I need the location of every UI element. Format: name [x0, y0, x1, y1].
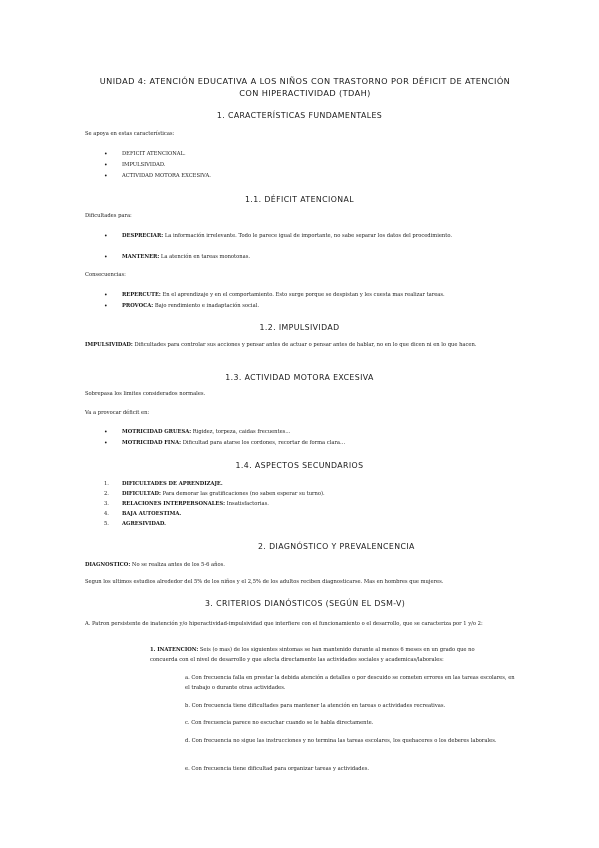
paragraph: Consecuencias: [85, 272, 126, 278]
paragraph: Segun los ultimos estudios alrededor del 5% de los niños y el 2,5% de los adultos reciben diagnosticarse. Mas en hombres que mujeres. [85, 579, 444, 585]
document-title: UNIDAD 4: ATENCIÓN EDUCATIVA A LOS NIÑOS CON TRASTORNO POR DÉFICIT DE ATENCIÓN CON HIPERACTIVIDAD (TDAH) [99, 76, 511, 98]
numbered-item: 5. AGRESIVIDAD. [104, 521, 166, 527]
paragraph: Sobrepasa los limites considerados normales. [85, 391, 206, 397]
numbered-item: 2. DIFICULTAD: Para demorar las gratificaciones (no saben esperar su turno). [104, 491, 325, 497]
list-item: • ACTIVIDAD MOTORA EXCESIVA. [122, 172, 517, 182]
numbered-item: 4. BAJA AUTOESTIMA. [104, 511, 182, 517]
list-item: • MOTRICIDAD GRUESA: Rigidez, torpeza, caidas frecuentes… [122, 428, 517, 438]
paragraph: Va a provocar déficit en: [85, 410, 150, 416]
list-item: b. Con frecuencia tiene dificultades para mantener la atención en tareas o actividades recreativas. [185, 703, 446, 709]
paragraph: A. Patron persistente de inatención y/o hiperactividad-impulsividad que interfiere con el funcionamiento o el desarrollo, que se caracteriza por 1 y/o 2: [85, 621, 483, 627]
intro-paragraph: Se apoya en estas características: [85, 131, 175, 137]
heading-aspectos-secundarios: 1.4. ASPECTOS SECUNDARIOS [235, 461, 364, 470]
list-item: • MANTENER: La atención en tareas monotonas. [122, 253, 517, 263]
list-item: • IMPULSIVIDAD. [122, 161, 517, 171]
paragraph: IMPULSIVIDAD: Dificultades para controlar sus acciones y pensar antes de actuar o pensar antes de hablar, no en lo que dicen ni en lo que hacen. [85, 342, 477, 348]
heading-criterios: 3. CRITERIOS DIANÓSTICOS (SEGÚN EL DSM-V) [205, 599, 406, 608]
list-item: • REPERCUTE: En el aprendizaje y en el comportamiento. Esto surge porque se despistan y les cuesta mas realizar tareas. [122, 291, 517, 301]
heading-caracteristicas: 1. CARACTERÍSTICAS FUNDAMENTALES [216, 111, 383, 120]
list-item: c. Con frecuencia parece no escuchar cuando se le habla directamente. [185, 720, 374, 726]
paragraph: DIAGNOSTICO: No se realiza antes de los 5-6 años. [85, 562, 225, 568]
list-item: a. Con frecuencia falla en prestar la debida atención a detalles o por descuido se cometen errores en las tareas escolares, en el trabajo o durante otras actividades. [185, 675, 515, 691]
list-item: e. Con frecuencia tiene dificultad para organizar tareas y actividades. [185, 766, 370, 772]
list-item: • PROVOCA: Bajo rendimiento e inadaptación social. [122, 302, 517, 312]
heading-deficit-atencional: 1.1. DÉFICIT ATENCIONAL [245, 195, 354, 204]
list-item: d. Con frecuencia no sigue las instrucciones y no termina las tareas escolares, los quehaceres o los deberes laborales. [185, 738, 497, 744]
numbered-item: 1. DIFICULTADES DE APRENDIZAJE. [104, 481, 223, 487]
heading-impulsividad: 1.2. IMPULSIVIDAD [259, 323, 340, 332]
paragraph: 1. INATENCION: Seis (o mas) de los siguientes sintomas se han mantenido durante al menos 6 meses en un grado que no concuerda con el nivel de desarrollo y que afecta directamente las actividades sociales y academicas/laborales: [150, 647, 475, 663]
numbered-item: 3. RELACIONES INTERPERSONALES: Insatisfactorias. [104, 501, 269, 507]
list-item: • DEFICIT ATENCIONAL. [122, 150, 517, 160]
heading-actividad-motora: 1.3. ACTIVIDAD MOTORA EXCESIVA [225, 373, 374, 382]
heading-diagnostico: 2. DIAGNÓSTICO Y PREVALENCENCIA [258, 542, 415, 551]
list-item: • DESPRECIAR: La información irrelevante. Todo le parece igual de importante, no sabe separar los datos del procedimiento. [122, 232, 517, 242]
list-item: • MOTRICIDAD FINA: Dificultad para atarse los cordones, recortar de forma clara… [122, 439, 517, 449]
paragraph: Dificultades para: [85, 213, 132, 219]
